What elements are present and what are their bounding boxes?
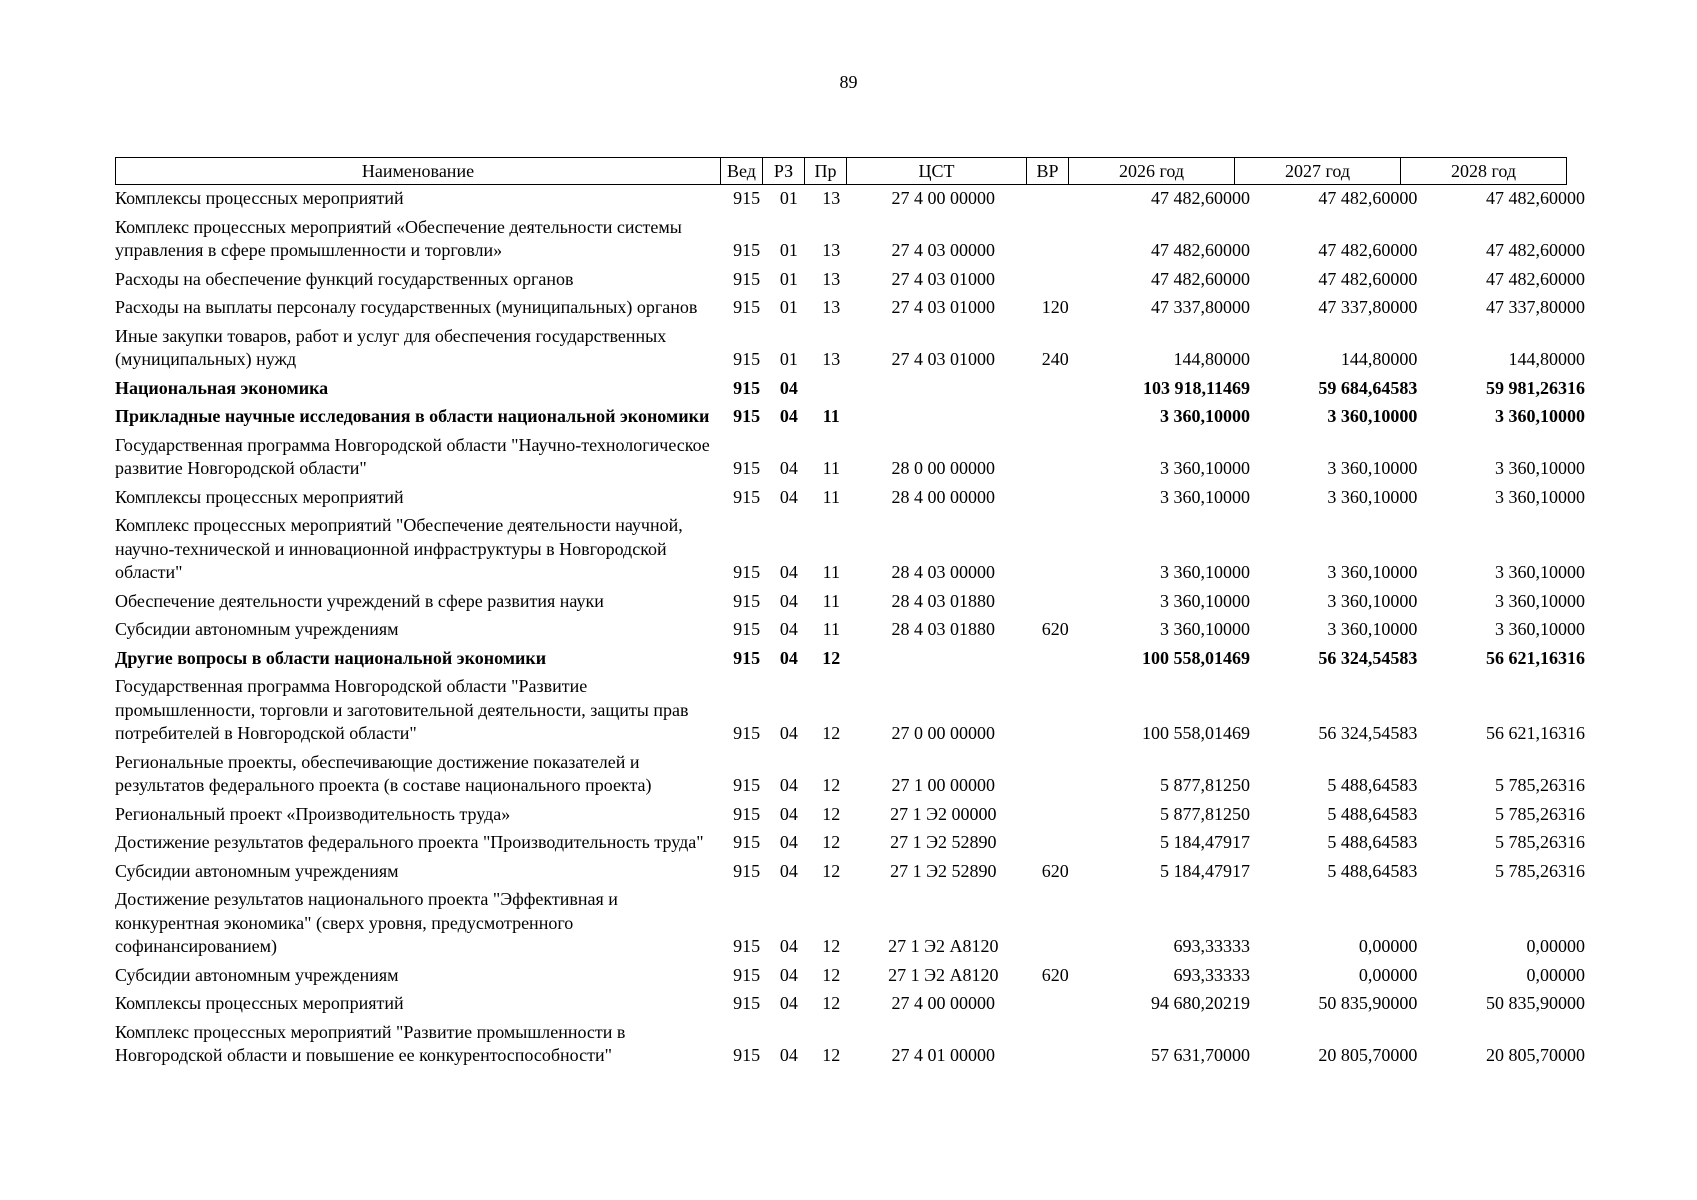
- row-ved: 915: [733, 297, 761, 317]
- row-vr: [1034, 509, 1076, 585]
- row-rz: 04: [779, 936, 798, 956]
- row-vr: [1034, 987, 1076, 1016]
- table-row: [115, 826, 1585, 855]
- row-2028: 5 785,26316: [1495, 832, 1585, 852]
- row-pr: 11: [822, 486, 840, 507]
- row-name: Государственная программа Новгородской области "Развитие промышленности, торговли и заготовительной деятельности, защиты прав потребителей в Новгородской области": [115, 676, 689, 743]
- row-ved: 915: [733, 1045, 761, 1065]
- row-name: Прикладные научные исследования в области национальной экономики: [115, 406, 710, 426]
- row-rz: 04: [779, 406, 798, 426]
- row-vr: 240: [1041, 349, 1069, 369]
- row-ved: 915: [733, 458, 761, 478]
- row-2026: 5 184,47917: [1159, 832, 1250, 852]
- row-2028: 47 482,60000: [1486, 188, 1585, 208]
- row-pr: 12: [822, 647, 841, 668]
- row-2026: 3 360,10000: [1159, 458, 1250, 478]
- row-2026: 693,33333: [1173, 964, 1250, 985]
- row-cst: 28 4 03 00000: [891, 562, 996, 582]
- row-pr: 11: [822, 562, 840, 582]
- row-ved: 915: [733, 723, 761, 743]
- row-vr: [1034, 746, 1076, 798]
- row-2026: 3 360,10000: [1159, 562, 1250, 582]
- row-cst: 28 4 03 01880: [891, 619, 996, 639]
- row-pr: 12: [822, 860, 841, 881]
- row-cst: 27 1 Э2 А8120: [888, 936, 999, 956]
- row-rz: 04: [779, 775, 798, 795]
- row-2027: 56 324,54583: [1318, 647, 1418, 668]
- row-2026: 100 558,01469: [1141, 723, 1250, 743]
- row-ved: 915: [733, 775, 761, 795]
- table-row: [115, 798, 1585, 827]
- row-cst: [852, 400, 1034, 429]
- row-2028: 47 482,60000: [1486, 268, 1585, 289]
- row-cst: 27 1 Э2 52890: [890, 860, 997, 881]
- row-2027: 47 337,80000: [1318, 297, 1418, 317]
- row-2026: 5 877,81250: [1159, 775, 1250, 795]
- row-rz: 04: [779, 803, 798, 824]
- row-rz: 01: [779, 297, 798, 317]
- page-number: 89: [839, 72, 858, 92]
- row-name: Другие вопросы в области национальной экономики: [115, 647, 547, 668]
- header-2026: 2026 год: [1069, 158, 1235, 185]
- row-cst: [852, 642, 1034, 671]
- row-2026: 144,80000: [1173, 349, 1250, 369]
- table-row: [115, 320, 1585, 372]
- row-rz: 04: [779, 377, 798, 398]
- row-rz: 01: [779, 268, 798, 289]
- row-ved: 915: [733, 406, 761, 426]
- row-pr: 11: [822, 458, 840, 478]
- row-2026: 57 631,70000: [1150, 1045, 1250, 1065]
- row-rz: 04: [779, 647, 798, 668]
- row-ved: 915: [733, 240, 761, 260]
- row-2026: 100 558,01469: [1141, 647, 1250, 668]
- row-vr: [1034, 1016, 1076, 1068]
- row-pr: 13: [822, 268, 841, 289]
- row-2026: 94 680,20219: [1150, 993, 1250, 1013]
- row-name: Государственная программа Новгородской области "Научно-технологическое развитие Новгородской области": [115, 434, 710, 478]
- row-2028: 3 360,10000: [1495, 486, 1585, 507]
- row-name: Комплекс процессных мероприятий "Обеспечение деятельности научной, научно-технической и инновационной инфраструктуры в Новгородской области": [115, 515, 683, 582]
- table-row: [115, 746, 1585, 798]
- table-row: [115, 400, 1585, 429]
- row-2028: 3 360,10000: [1495, 562, 1585, 582]
- row-vr: [1034, 826, 1076, 855]
- row-ved: 915: [733, 188, 761, 208]
- budget-table: [115, 187, 1585, 1068]
- row-rz: 04: [779, 723, 798, 743]
- row-2027: 3 360,10000: [1327, 590, 1418, 611]
- table-header: [115, 157, 1567, 185]
- table-row: [115, 481, 1585, 510]
- row-2027: 5 488,64583: [1327, 775, 1418, 795]
- row-pr: [810, 372, 852, 401]
- row-2026: 47 482,60000: [1150, 188, 1250, 208]
- row-2027: 3 360,10000: [1327, 562, 1418, 582]
- row-cst: 27 4 03 01000: [891, 268, 996, 289]
- row-vr: [1034, 642, 1076, 671]
- row-2027: 5 488,64583: [1327, 860, 1418, 881]
- table-row: [115, 613, 1585, 642]
- table-row: [115, 959, 1585, 988]
- table-row: [115, 211, 1585, 263]
- row-name: Обеспечение деятельности учреждений в сфере развития науки: [115, 590, 604, 611]
- row-2027: 5 488,64583: [1327, 832, 1418, 852]
- row-pr: 12: [822, 723, 841, 743]
- row-name: Достижение результатов национального проекта "Эффективная и конкурентная экономика" (сверх уровня, предусмотренного софинансированием): [115, 889, 618, 956]
- row-rz: 04: [779, 964, 798, 985]
- row-pr: 13: [822, 188, 841, 208]
- row-cst: [852, 372, 1034, 401]
- row-rz: 04: [779, 993, 798, 1013]
- row-cst: 28 4 00 00000: [891, 486, 996, 507]
- row-cst: 27 1 Э2 00000: [890, 803, 997, 824]
- row-2028: 5 785,26316: [1495, 860, 1585, 881]
- row-2026: 5 877,81250: [1159, 803, 1250, 824]
- row-2027: 0,00000: [1358, 936, 1418, 956]
- row-vr: [1034, 263, 1076, 292]
- row-2027: 47 482,60000: [1318, 240, 1418, 260]
- row-rz: 04: [779, 590, 798, 611]
- row-2027: 0,00000: [1358, 964, 1418, 985]
- row-pr: 11: [822, 619, 840, 639]
- header-name: Наименование: [116, 158, 721, 185]
- row-2026: 47 337,80000: [1150, 297, 1250, 317]
- row-vr: [1034, 211, 1076, 263]
- row-ved: 915: [733, 349, 761, 369]
- table-row: [115, 187, 1585, 211]
- row-2028: 50 835,90000: [1486, 993, 1585, 1013]
- header-vr: ВР: [1027, 158, 1069, 185]
- row-pr: 12: [822, 775, 841, 795]
- row-name: Расходы на обеспечение функций государственных органов: [115, 268, 574, 289]
- row-2028: 5 785,26316: [1495, 803, 1585, 824]
- table-row: [115, 670, 1585, 746]
- row-name: Субсидии автономным учреждениям: [115, 860, 399, 881]
- row-cst: 27 1 Э2 А8120: [888, 964, 999, 985]
- row-cst: 27 1 00 00000: [891, 775, 996, 795]
- row-2028: 47 482,60000: [1486, 240, 1585, 260]
- row-rz: 04: [779, 860, 798, 881]
- table-row: [115, 429, 1585, 481]
- table-row: [115, 509, 1585, 585]
- row-pr: 12: [822, 1045, 841, 1065]
- row-vr: [1034, 481, 1076, 510]
- row-vr: 620: [1041, 860, 1069, 881]
- row-rz: 04: [779, 458, 798, 478]
- row-2026: 3 360,10000: [1159, 590, 1250, 611]
- row-2027: 47 482,60000: [1318, 268, 1418, 289]
- row-ved: 915: [733, 832, 761, 852]
- row-vr: [1034, 798, 1076, 827]
- row-cst: 27 1 Э2 52890: [890, 832, 997, 852]
- row-vr: [1034, 372, 1076, 401]
- row-2026: 5 184,47917: [1159, 860, 1250, 881]
- table-row: [115, 263, 1585, 292]
- row-vr: [1034, 883, 1076, 959]
- row-2027: 3 360,10000: [1327, 486, 1418, 507]
- row-pr: 13: [822, 349, 841, 369]
- row-rz: 01: [779, 188, 798, 208]
- row-2028: 5 785,26316: [1495, 775, 1585, 795]
- row-rz: 01: [779, 349, 798, 369]
- row-2026: 3 360,10000: [1159, 486, 1250, 507]
- table-row: [115, 1016, 1585, 1068]
- header-cst: ЦСТ: [847, 158, 1027, 185]
- row-2026: 3 360,10000: [1159, 406, 1250, 426]
- row-2028: 3 360,10000: [1495, 619, 1585, 639]
- row-name: Национальная экономика: [115, 377, 329, 398]
- row-cst: 27 4 03 00000: [891, 240, 996, 260]
- row-ved: 915: [733, 647, 761, 668]
- row-ved: 915: [733, 860, 761, 881]
- row-2026: 693,33333: [1173, 936, 1250, 956]
- row-pr: 13: [822, 297, 841, 317]
- row-pr: 12: [822, 993, 841, 1013]
- row-2028: 3 360,10000: [1495, 590, 1585, 611]
- header-ved: Вед: [721, 158, 763, 185]
- table-row: [115, 291, 1585, 320]
- row-2028: 56 621,16316: [1486, 647, 1585, 668]
- row-2027: 5 488,64583: [1327, 803, 1418, 824]
- row-name: Комплексы процессных мероприятий: [115, 486, 404, 507]
- row-ved: 915: [733, 619, 761, 639]
- row-ved: 915: [733, 964, 761, 985]
- row-cst: 28 4 03 01880: [891, 590, 996, 611]
- row-cst: 27 4 00 00000: [891, 188, 996, 208]
- row-pr: 12: [822, 936, 841, 956]
- row-rz: 04: [779, 619, 798, 639]
- row-2027: 47 482,60000: [1318, 188, 1418, 208]
- row-2027: 59 684,64583: [1318, 377, 1418, 398]
- row-vr: [1034, 400, 1076, 429]
- row-2028: 20 805,70000: [1486, 1045, 1585, 1065]
- row-2028: 3 360,10000: [1495, 458, 1585, 478]
- row-name: Комплекс процессных мероприятий «Обеспечение деятельности системы управления в сфере промышленности и торговли»: [115, 216, 682, 260]
- row-ved: 915: [733, 993, 761, 1013]
- row-vr: 620: [1041, 619, 1069, 639]
- row-rz: 04: [779, 562, 798, 582]
- row-cst: 27 4 03 01000: [891, 349, 996, 369]
- row-rz: 04: [779, 1045, 798, 1065]
- row-2028: 47 337,80000: [1486, 297, 1585, 317]
- row-name: Достижение результатов федерального проекта "Производительность труда": [115, 832, 704, 852]
- row-2028: 3 360,10000: [1495, 406, 1585, 426]
- row-2026: 47 482,60000: [1150, 268, 1250, 289]
- row-vr: [1034, 187, 1076, 211]
- row-pr: 12: [822, 964, 841, 985]
- row-rz: 01: [779, 240, 798, 260]
- table-row: [115, 883, 1585, 959]
- header-pr: Пр: [805, 158, 847, 185]
- row-vr: 620: [1041, 964, 1069, 985]
- row-name: Комплекс процессных мероприятий "Развитие промышленности в Новгородской области и повышение ее конкурентоспособности": [115, 1021, 626, 1065]
- row-2027: 56 324,54583: [1318, 723, 1418, 743]
- row-name: Региональный проект «Производительность труда»: [115, 803, 511, 824]
- row-2026: 103 918,11469: [1142, 377, 1250, 398]
- table-row: [115, 987, 1585, 1016]
- row-name: Иные закупки товаров, работ и услуг для обеспечения государственных (муниципальных) нужд: [115, 325, 667, 369]
- row-rz: 04: [779, 486, 798, 507]
- table-row: [115, 585, 1585, 614]
- row-2028: 144,80000: [1508, 349, 1585, 369]
- header-2028: 2028 год: [1401, 158, 1567, 185]
- budget-table-body: [115, 187, 1585, 1068]
- row-name: Комплексы процессных мероприятий: [115, 188, 404, 208]
- row-2026: 47 482,60000: [1150, 240, 1250, 260]
- row-pr: 13: [822, 240, 841, 260]
- row-vr: 120: [1041, 297, 1069, 317]
- row-2026: 3 360,10000: [1159, 619, 1250, 639]
- row-vr: [1034, 585, 1076, 614]
- row-rz: 04: [779, 832, 798, 852]
- row-cst: 27 0 00 00000: [891, 723, 996, 743]
- row-ved: 915: [733, 936, 761, 956]
- row-cst: 27 4 03 01000: [891, 297, 996, 317]
- row-2027: 20 805,70000: [1318, 1045, 1418, 1065]
- row-ved: 915: [733, 803, 761, 824]
- table-row: [115, 642, 1585, 671]
- row-pr: 12: [822, 832, 841, 852]
- row-ved: 915: [733, 377, 761, 398]
- header-2027: 2027 год: [1235, 158, 1401, 185]
- row-cst: 28 0 00 00000: [891, 458, 996, 478]
- row-2028: 0,00000: [1526, 964, 1585, 985]
- row-cst: 27 4 01 00000: [891, 1045, 996, 1065]
- row-vr: [1034, 429, 1076, 481]
- row-2027: 50 835,90000: [1318, 993, 1418, 1013]
- row-pr: 11: [822, 406, 840, 426]
- row-ved: 915: [733, 562, 761, 582]
- row-ved: 915: [733, 590, 761, 611]
- row-2028: 56 621,16316: [1486, 723, 1585, 743]
- row-ved: 915: [733, 486, 761, 507]
- table-row: [115, 372, 1585, 401]
- row-cst: 27 4 00 00000: [891, 993, 996, 1013]
- row-ved: 915: [733, 268, 761, 289]
- row-name: Субсидии автономным учреждениям: [115, 619, 399, 639]
- row-name: Расходы на выплаты персоналу государственных (муниципальных) органов: [115, 297, 698, 317]
- row-name: Субсидии автономным учреждениям: [115, 964, 399, 985]
- row-2028: 59 981,26316: [1486, 377, 1585, 398]
- row-2027: 3 360,10000: [1327, 458, 1418, 478]
- row-2027: 144,80000: [1340, 349, 1418, 369]
- row-pr: 12: [822, 803, 841, 824]
- row-pr: 11: [822, 590, 840, 611]
- table-row: [115, 855, 1585, 884]
- row-name: Комплексы процессных мероприятий: [115, 993, 404, 1013]
- header-rz: РЗ: [763, 158, 805, 185]
- row-2027: 3 360,10000: [1327, 619, 1418, 639]
- row-2028: 0,00000: [1526, 936, 1585, 956]
- row-vr: [1034, 670, 1076, 746]
- row-name: Региональные проекты, обеспечивающие достижение показателей и результатов федерального проекта (в составе национального проекта): [115, 751, 652, 795]
- row-2027: 3 360,10000: [1327, 406, 1418, 426]
